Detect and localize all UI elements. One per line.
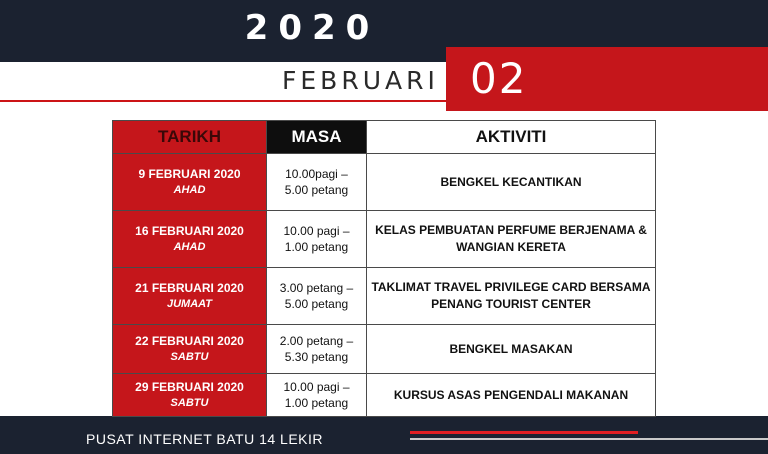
activity-cell [367, 325, 656, 374]
header-time: MASA [267, 121, 367, 154]
time-cell [267, 268, 367, 325]
date-text: 29 FEBRUARI 2020 [135, 380, 244, 394]
footer-grey-line [410, 438, 768, 440]
time-end: 5.00 petang [284, 297, 349, 311]
date-text: 22 FEBRUARI 2020 [135, 334, 244, 348]
date-cell [113, 211, 267, 268]
month-underline [0, 100, 446, 102]
table-row [113, 374, 656, 417]
time-cell [267, 374, 367, 417]
header-activity: AKTIVITI [367, 121, 656, 154]
day-text: AHAD [173, 241, 206, 253]
activity-text-line1: TAKLIMAT TRAVEL PRIVILEGE CARD BERSAMA [371, 280, 651, 294]
table-row [113, 268, 656, 325]
activity-cell [367, 374, 656, 417]
time-start: 10.00 pagi – [283, 380, 350, 394]
table-row [113, 211, 656, 268]
date-cell [113, 325, 267, 374]
header-date: TARIKH [113, 121, 267, 154]
date-cell [113, 154, 267, 211]
time-end: 1.00 petang [284, 240, 349, 254]
activity-text: BENGKEL MASAKAN [449, 341, 573, 356]
activity-text-line2: WANGIAN KERETA [456, 240, 566, 254]
date-text: 16 FEBRUARI 2020 [135, 224, 244, 238]
day-text: SABTU [170, 397, 209, 409]
time-start: 10.00 pagi – [283, 224, 350, 238]
day-text: SABTU [170, 351, 209, 363]
time-start: 2.00 petang – [279, 334, 354, 348]
table-header-row [113, 121, 656, 154]
date-text: 21 FEBRUARI 2020 [135, 281, 244, 295]
activity-cell [367, 211, 656, 268]
time-end: 5.30 petang [284, 350, 349, 364]
date-cell [113, 268, 267, 325]
day-text: AHAD [173, 184, 206, 196]
time-start: 3.00 petang – [279, 281, 354, 295]
year-title: 2020 [244, 8, 380, 48]
month-number-badge: 02 [446, 47, 768, 111]
time-end: 1.00 petang [284, 396, 349, 410]
date-text: 9 FEBRUARI 2020 [138, 167, 241, 181]
time-cell [267, 211, 367, 268]
time-start: 10.00pagi – [285, 167, 348, 181]
activity-text: BENGKEL KECANTIKAN [440, 174, 582, 189]
day-text: JUMAAT [166, 298, 212, 310]
activity-text-line2: PENANG TOURIST CENTER [431, 297, 591, 311]
table-row [113, 325, 656, 374]
activity-cell [367, 154, 656, 211]
table-row [113, 154, 656, 211]
schedule-table [112, 120, 656, 417]
activity-text: KURSUS ASAS PENGENDALI MAKANAN [393, 387, 629, 402]
activity-text-line1: KELAS PEMBUATAN PERFUME BERJENAMA & [375, 223, 647, 237]
date-cell [113, 374, 267, 417]
month-label: FEBRUARI [282, 66, 439, 95]
footer-red-line [410, 431, 638, 434]
time-end: 5.00 petang [284, 183, 349, 197]
time-cell [267, 325, 367, 374]
time-cell [267, 154, 367, 211]
footer-label: PUSAT INTERNET BATU 14 LEKIR [0, 425, 410, 454]
activity-cell [367, 268, 656, 325]
